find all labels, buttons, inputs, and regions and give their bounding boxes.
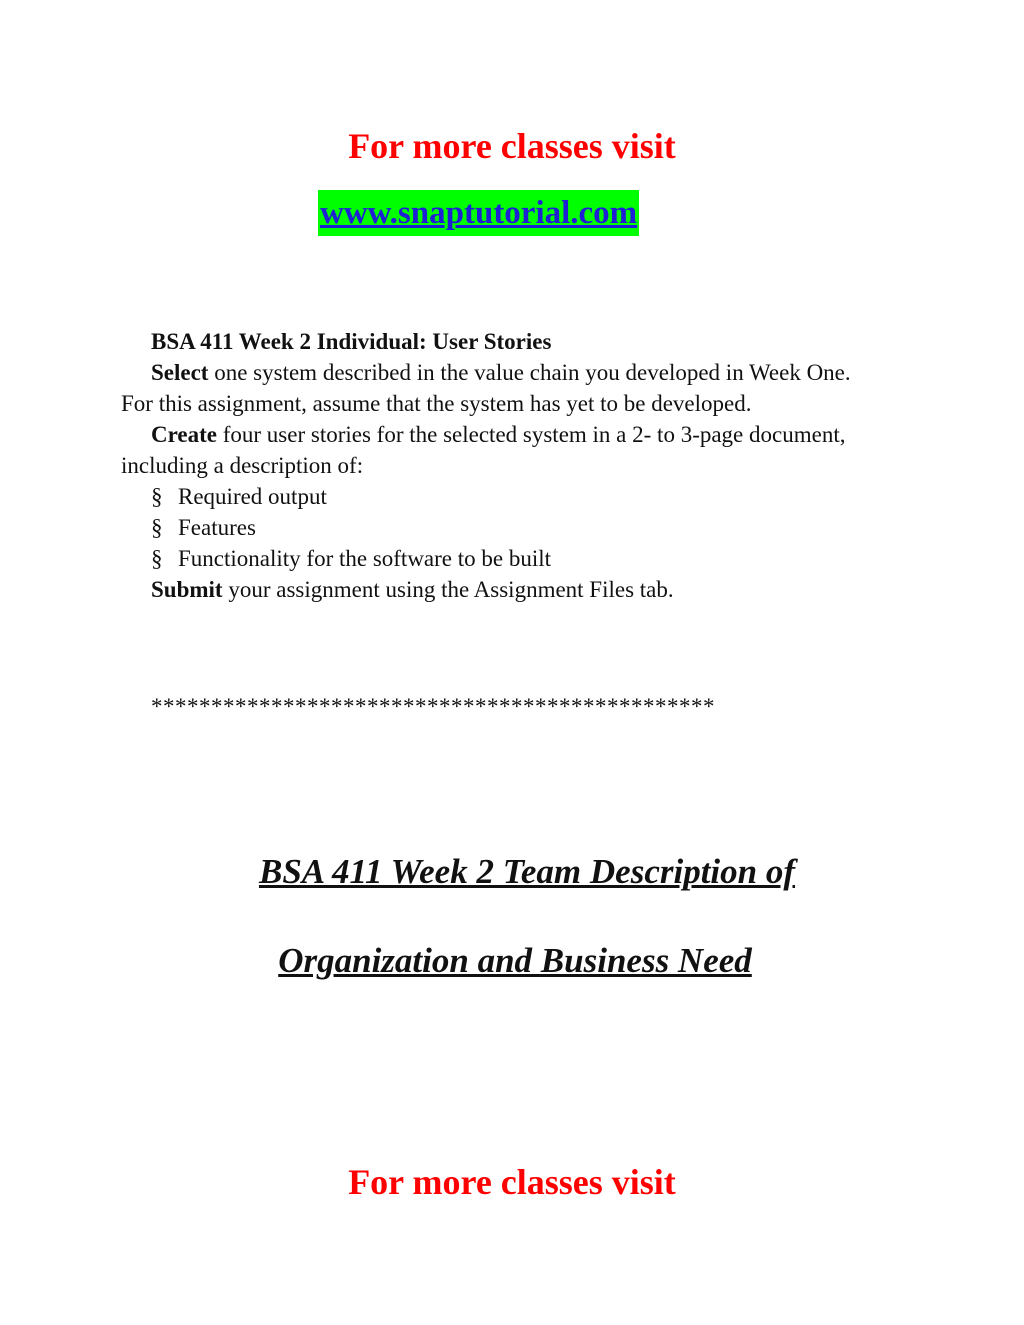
- select-text: one system described in the value chain you developed in Week One. For this assignment, assume that the system has yet to be developed.: [121, 360, 851, 416]
- site-link-highlight: [318, 190, 639, 236]
- bullet-text: Features: [178, 515, 256, 540]
- create-text: four user stories for the selected system in a 2- to 3-page document, including a description of:: [121, 422, 846, 478]
- section-sign-icon: §: [151, 515, 163, 540]
- footer-promo-heading: For more classes visit: [348, 1162, 676, 1202]
- list-item: [121, 543, 881, 574]
- bullet-text: Functionality for the software to be built: [178, 546, 552, 571]
- submit-text: your assignment using the Assignment Files tab.: [222, 577, 674, 602]
- section-title-line2: Organization and Business Need: [278, 941, 752, 980]
- section-sign-icon: §: [151, 546, 163, 571]
- select-paragraph: [121, 357, 881, 419]
- section-sign-icon: §: [151, 484, 163, 509]
- submit-keyword: Submit: [151, 577, 223, 602]
- assignment-body: [121, 326, 881, 605]
- promo-heading: For more classes visit: [348, 126, 676, 166]
- list-item: [121, 481, 881, 512]
- submit-paragraph: [121, 574, 881, 605]
- bullet-text: Required output: [178, 484, 327, 509]
- select-keyword: Select: [151, 360, 209, 385]
- section-title-line1: BSA 411 Week 2 Team Description of: [258, 852, 796, 891]
- list-item: [121, 512, 881, 543]
- separator: ***********************************************: [151, 694, 715, 719]
- site-link[interactable]: www.snaptutorial.com: [320, 195, 638, 231]
- create-paragraph: [121, 419, 881, 481]
- create-keyword: Create: [151, 422, 217, 447]
- assignment-title: BSA 411 Week 2 Individual: User Stories: [151, 329, 552, 354]
